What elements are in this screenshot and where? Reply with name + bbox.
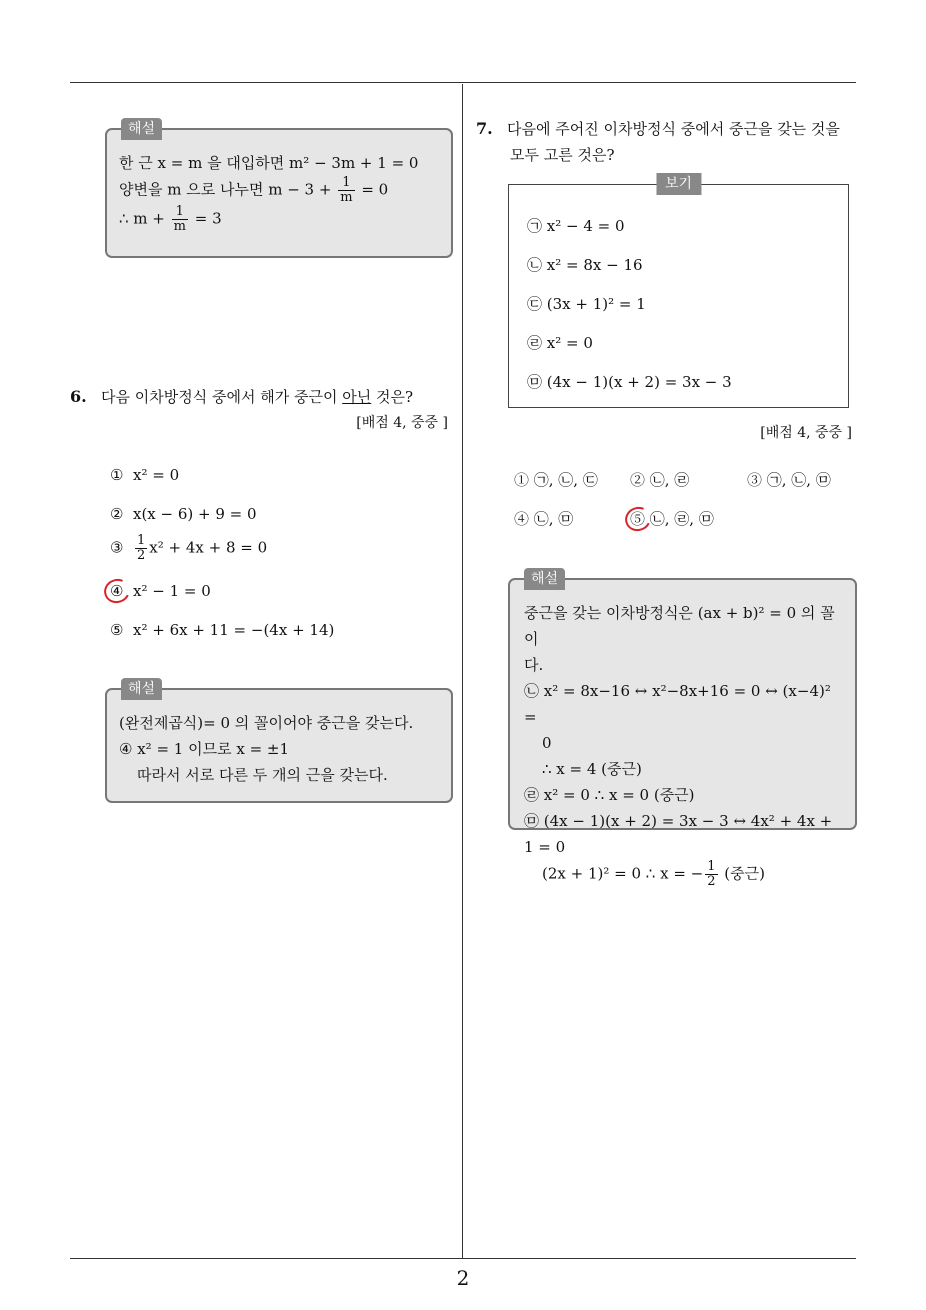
bogi-item: ㉡ x² = 8x − 16 (527, 256, 643, 274)
bogi-item: ㉠ x² − 4 = 0 (527, 217, 625, 235)
question-6 (70, 384, 455, 410)
explanation-line: 중근을 갖는 이차방정식은 (ax + b)² = 0 의 꼴이 (524, 604, 835, 648)
fraction (172, 205, 188, 234)
explanation-line: ④ x² = 1 이므로 x = ±1 (119, 740, 290, 758)
option-text: x² = 0 (133, 466, 180, 484)
option-4[interactable]: ④ ㉡, ㉤ (514, 510, 574, 528)
explanation-text: (2x + 1)² = 0 ∴ x = − (542, 864, 704, 883)
explanation-line: 다. (524, 656, 544, 674)
option-1[interactable]: ① ㉠, ㉡, ㉢ (514, 471, 598, 489)
option-mark: ⑤ (110, 621, 124, 639)
bogi-item: ㉣ x² = 0 (527, 334, 593, 352)
option-text: x(x − 6) + 9 = 0 (133, 505, 257, 523)
option-text: x² − 1 = 0 (133, 582, 211, 600)
question-7 (476, 116, 861, 168)
column-divider (462, 84, 463, 1258)
bogi-item: ㉢ (3x + 1)² = 1 (527, 295, 646, 313)
explanation-box-q7 (508, 571, 857, 889)
bogi-tag: 보기 (656, 173, 701, 195)
question-text-underlined: 아닌 (342, 388, 372, 406)
option-2[interactable] (110, 503, 257, 525)
frac-denominator: m (340, 190, 353, 205)
bogi-box (508, 176, 849, 408)
explanation-line: 한 근 x = m 을 대입하면 m² − 3m + 1 = 0 (119, 154, 419, 172)
explanation-line: ∴ x = 4 (중근) (542, 760, 642, 778)
question-number: 6. (70, 387, 87, 406)
explanation-line (119, 176, 439, 205)
question-text: 것은? (371, 388, 413, 406)
fraction (135, 534, 147, 563)
question-text: 모두 고른 것은? (510, 146, 615, 164)
score-label: [배점 4, 중중 ] (356, 415, 448, 431)
question-text: 다음 이차방정식 중에서 해가 중근이 (101, 388, 343, 406)
option-text: x² + 4x + 8 = 0 (149, 538, 268, 557)
question-number: 7. (476, 119, 493, 138)
explanation-tag: 해설 (121, 678, 162, 700)
explanation-line: 따라서 서로 다른 두 개의 근을 갖는다. (137, 766, 388, 784)
frac-numerator: 1 (137, 533, 146, 548)
bogi-item: ㉤ (4x − 1)(x + 2) = 3x − 3 (527, 373, 732, 391)
explanation-line: (완전제곱식)= 0 의 꼴이어야 중근을 갖는다. (119, 714, 414, 732)
option-3[interactable] (110, 534, 267, 563)
option-mark: ② (110, 505, 124, 523)
frac-denominator: m (173, 219, 186, 234)
explanation-line: ㉡ x² = 8x−16 ↔ x²−8x+16 = 0 ↔ (x−4)² = (524, 682, 831, 726)
fraction (338, 176, 354, 205)
question-line (476, 116, 861, 142)
explanation-text: ∴ m + (119, 209, 165, 228)
explanation-line (119, 205, 439, 234)
frac-numerator: 1 (707, 859, 716, 874)
fraction (705, 860, 717, 889)
explanation-text: = 0 (361, 180, 389, 199)
option-3[interactable]: ③ ㉠, ㉡, ㉤ (747, 471, 831, 489)
bottom-rule (70, 1258, 856, 1259)
frac-numerator: 1 (338, 176, 354, 191)
explanation-tag: 해설 (524, 568, 565, 590)
explanation-box-q5 (105, 121, 453, 258)
explanation-text: (중근) (719, 864, 765, 883)
page-number: 2 (456, 1266, 470, 1290)
top-rule (70, 82, 856, 83)
score-label: [배점 4, 중중 ] (760, 425, 852, 441)
frac-numerator: 1 (172, 205, 188, 220)
option-mark: ③ (110, 538, 124, 557)
option-mark: ① (110, 466, 124, 484)
frac-denominator: 2 (707, 874, 716, 889)
option-5[interactable]: ⑤ ㉡, ㉣, ㉤ (630, 510, 714, 528)
explanation-text: 양변을 m 으로 나누면 m − 3 + (119, 180, 332, 199)
question-text: 다음에 주어진 이차방정식 중에서 중근을 갖는 것을 (507, 120, 840, 138)
frac-denominator: 2 (137, 548, 146, 563)
explanation-line (524, 860, 843, 889)
explanation-line: ㉤ (4x − 1)(x + 2) = 3x − 3 ↔ 4x² + 4x + 1 = 0 (524, 812, 833, 856)
option-text: x² + 6x + 11 = −(4x + 14) (133, 621, 335, 639)
explanation-tag: 해설 (121, 118, 162, 140)
option-5[interactable] (110, 619, 334, 641)
option-2[interactable]: ② ㉡, ㉣ (630, 471, 690, 489)
option-1[interactable] (110, 464, 179, 486)
explanation-line: ㉣ x² = 0 ∴ x = 0 (중근) (524, 786, 695, 804)
explanation-box-q6 (105, 681, 453, 803)
explanation-line: 0 (542, 734, 552, 752)
option-mark: ④ (110, 582, 124, 600)
explanation-text: = 3 (194, 209, 222, 228)
